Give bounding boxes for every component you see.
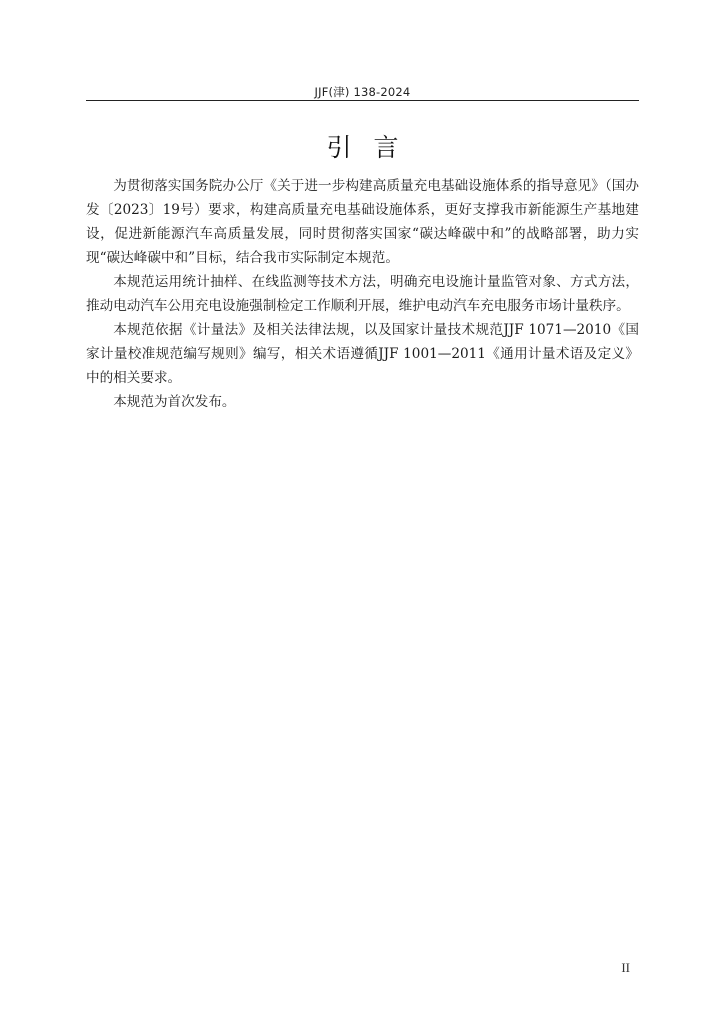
header-rule <box>86 100 639 101</box>
paragraph-basis: 本规范依据《计量法》及相关法律法规，以及国家计量技术规范JJF 1071—2010《国家计量校准规范编写规则》编写，相关术语遵循JJF 1001—2011《通用计量术语及定义》中的相关要求。 <box>86 322 639 386</box>
paragraph-methods: 本规范运用统计抽样、在线监测等技术方法，明确充电设施计量监管对象、方式方法，推动电动汽车公用充电设施强制检定工作顺利开展，维护电动汽车充电服务市场计量秩序。 <box>86 274 639 314</box>
body-text <box>86 174 639 414</box>
page-title: 引言 <box>326 133 421 162</box>
paragraph-purpose: 为贯彻落实国务院办公厅《关于进一步构建高质量充电基础设施体系的指导意见》（国办发〔2023〕19号）要求，构建高质量充电基础设施体系，更好支撑我市新能源生产基地建设，促进新能源汽车高质量发展，同时贯彻落实国家“碳达峰碳中和”的战略部署，助力实现“碳达峰碳中和”目标，结合我市实际制定本规范。 <box>86 178 639 266</box>
paragraph-first-release: 本规范为首次发布。 <box>113 394 236 410</box>
standard-code-header: JJF(津) 138-2024 <box>314 85 411 99</box>
page-number: II <box>621 960 630 975</box>
